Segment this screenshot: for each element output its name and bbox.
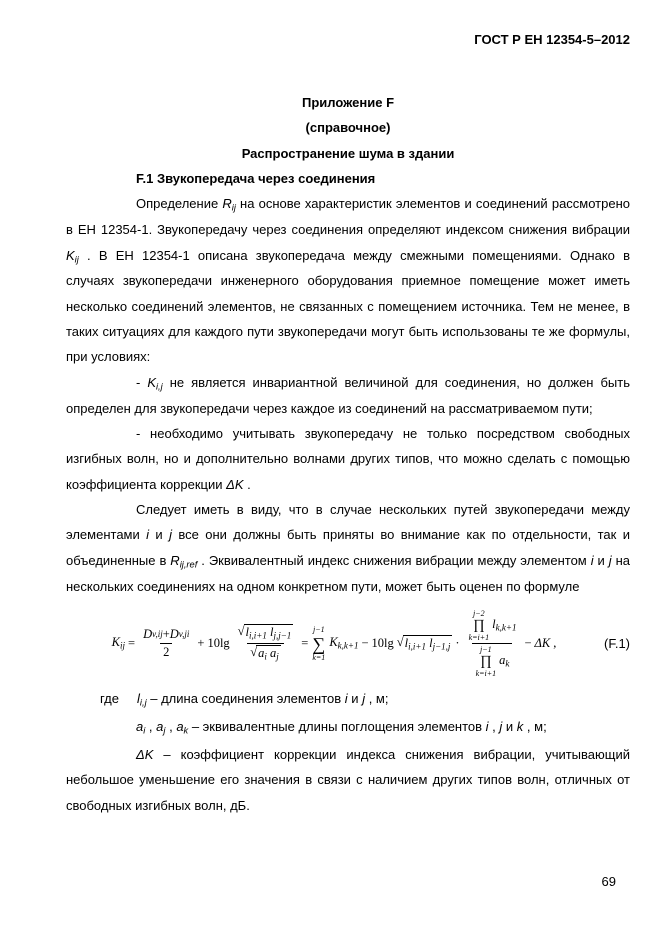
product-body bbox=[499, 653, 509, 670]
text-run: j bbox=[608, 552, 612, 568]
text-run: ij bbox=[74, 254, 79, 265]
text-run: + bbox=[162, 626, 170, 641]
text-run: K bbox=[111, 635, 121, 650]
text-run: k bbox=[183, 725, 189, 736]
sum-lower-limit: k=1 bbox=[312, 652, 326, 662]
page-content bbox=[66, 90, 630, 818]
text-run: ij,ref bbox=[179, 559, 198, 570]
text-run: ΔK bbox=[226, 476, 244, 492]
text-run: i,j bbox=[155, 381, 163, 392]
appendix-kind: (справочное) bbox=[305, 120, 391, 136]
sqrt-expression bbox=[397, 635, 453, 653]
pi-icon: ∏ bbox=[473, 617, 485, 633]
equals-sign: = bbox=[301, 635, 309, 650]
text-run: i bbox=[143, 725, 146, 736]
text-run: j bbox=[169, 527, 172, 543]
text-run: a bbox=[266, 646, 277, 661]
fraction-numerator bbox=[235, 624, 297, 643]
where-line bbox=[66, 686, 630, 712]
plus-sign: + bbox=[197, 635, 205, 650]
text-run: не является инвариантной величиной для соединения, но должен быть определен для звукопередачи через каждое из соединений на рассматриваемом пути; bbox=[66, 374, 630, 416]
product-operator bbox=[476, 645, 497, 678]
text-run: k,k+1 bbox=[495, 622, 517, 633]
sigma-icon: ∑ bbox=[312, 633, 326, 654]
text-run: i bbox=[590, 552, 594, 568]
text-run: i bbox=[344, 691, 348, 707]
pi-icon: ∏ bbox=[480, 653, 492, 669]
fraction-numerator bbox=[465, 609, 520, 643]
text-run: , bbox=[488, 719, 500, 735]
section-heading: F.1 Звукопередача через соединения bbox=[136, 171, 376, 187]
text-run: j bbox=[362, 691, 366, 707]
formula-block bbox=[66, 609, 630, 678]
text-run: a bbox=[176, 719, 184, 735]
product-lower-limit: k=i+1 bbox=[468, 632, 490, 642]
sum-body bbox=[329, 635, 358, 652]
text-run: k bbox=[505, 658, 510, 669]
text-run: и bbox=[149, 527, 170, 543]
text-run: Следует иметь в виду, что в случае нескольких путей звукопередачи между элементами bbox=[66, 502, 630, 543]
formula-fraction-2 bbox=[235, 624, 297, 663]
text-run: i bbox=[264, 651, 267, 662]
text-run: , bbox=[165, 719, 177, 735]
product-operator bbox=[469, 609, 490, 642]
minus-sign: − bbox=[524, 635, 532, 650]
text-run: j−1,j bbox=[432, 641, 451, 652]
text-run: k,k+1 bbox=[337, 640, 359, 651]
fraction-denominator bbox=[247, 643, 284, 663]
text-run: K bbox=[147, 374, 156, 390]
text-run: все они должны быть приняты во внимание как по отдельности, так и объединенные в bbox=[66, 527, 630, 568]
text-run: и bbox=[593, 552, 609, 568]
radical-icon: √ bbox=[250, 645, 258, 660]
formula-fraction-1 bbox=[140, 627, 192, 661]
log-operator: 10lg bbox=[207, 635, 230, 650]
text-run: i,j bbox=[139, 697, 147, 708]
sqrt-expression bbox=[238, 624, 294, 642]
text-run: a bbox=[258, 646, 265, 661]
text-run: ij bbox=[120, 640, 126, 651]
sum-upper-limit: j−1 bbox=[313, 625, 325, 635]
product-upper-limit: j−2 bbox=[473, 608, 485, 618]
paragraph-4 bbox=[66, 497, 630, 599]
text-run: , м; bbox=[523, 719, 547, 735]
product-body bbox=[492, 617, 516, 634]
text-run: i bbox=[485, 719, 489, 735]
minus-sign: − bbox=[361, 635, 369, 650]
text-run: и bbox=[502, 719, 517, 735]
text-run: , м; bbox=[365, 691, 389, 707]
text-run: l bbox=[137, 691, 140, 707]
text-run: a bbox=[499, 653, 506, 668]
text-run: l bbox=[404, 635, 409, 650]
text-run: D bbox=[143, 626, 153, 641]
text-run: - bbox=[136, 374, 148, 390]
product-upper-limit: j−1 bbox=[480, 645, 492, 655]
where-word: где bbox=[100, 691, 119, 707]
multiply-dot: · bbox=[455, 635, 460, 650]
fraction-denominator: 2 bbox=[160, 643, 172, 661]
text-run: l bbox=[266, 625, 274, 640]
text-run: k bbox=[516, 719, 524, 735]
page-number: 69 bbox=[601, 874, 616, 889]
paragraph-2-bullet bbox=[66, 370, 630, 421]
fraction-numerator bbox=[140, 627, 192, 644]
definition-2 bbox=[66, 714, 630, 740]
text-run: , bbox=[145, 719, 157, 735]
text-run: R bbox=[170, 552, 180, 568]
text-run: i,i+1 bbox=[408, 641, 426, 652]
text-run: a bbox=[136, 719, 144, 735]
text-run: K bbox=[66, 247, 75, 263]
text-run: Определение bbox=[136, 196, 223, 212]
fraction-denominator bbox=[472, 643, 513, 678]
sum-operator bbox=[312, 625, 325, 662]
text-run: j bbox=[276, 651, 279, 662]
text-run: – длина соединения элементов bbox=[146, 691, 345, 707]
formula-lhs bbox=[112, 635, 125, 652]
equals-sign: = bbox=[128, 635, 136, 650]
formula-number: (F.1) bbox=[604, 635, 630, 651]
delta-K-term: ΔK bbox=[534, 635, 551, 650]
doc-code: ГОСТ Р ЕН 12354-5–2012 bbox=[474, 32, 630, 47]
text-run: – коэффициент коррекции индекса снижения вибрации, учитывающий небольшое уменьшение его значения в связи с наличием других типов волн, отличных от свободных изгибных волн, дБ. bbox=[66, 747, 630, 813]
sqrt-expression bbox=[250, 645, 281, 663]
text-run: l bbox=[245, 625, 250, 640]
text-run: j bbox=[499, 719, 503, 735]
definition-1 bbox=[137, 691, 388, 706]
text-run: v,ji bbox=[178, 628, 190, 639]
text-run: ij bbox=[231, 202, 236, 213]
text-run: . Эквивалентный индекс снижения вибрации между элементом bbox=[197, 552, 591, 568]
text-run: ΔK bbox=[136, 747, 154, 763]
text-run: – эквивалентные длины поглощения элементов bbox=[188, 719, 486, 735]
text-run: K bbox=[329, 635, 338, 650]
radical-icon: √ bbox=[396, 634, 404, 649]
definition-3 bbox=[66, 742, 630, 818]
appendix-heading: Распространение шума в здании bbox=[241, 145, 455, 161]
log-operator: 10lg bbox=[371, 635, 394, 650]
text-run: . bbox=[243, 476, 251, 492]
formula-F1 bbox=[66, 609, 602, 678]
radical-icon: √ bbox=[237, 624, 245, 639]
text-run: и bbox=[347, 691, 363, 707]
text-run: j bbox=[163, 725, 166, 736]
product-lower-limit: k=i+1 bbox=[475, 668, 497, 678]
paragraph-3-bullet bbox=[66, 421, 630, 497]
text-run: i,i+1 bbox=[249, 630, 267, 641]
text-run: j,j−1 bbox=[273, 630, 292, 641]
formula-fraction-3 bbox=[465, 609, 520, 678]
text-run: l bbox=[425, 635, 433, 650]
text-run: a bbox=[156, 719, 164, 735]
text-run: R bbox=[222, 196, 232, 212]
text-run: на нескольких соединениях на одном конкретном пути, может быть оценен по формуле bbox=[66, 552, 630, 594]
text-run: v,ij bbox=[152, 628, 163, 639]
paragraph-1 bbox=[66, 191, 630, 369]
text-run: - необходимо учитывать звукопередачу не только посредством свободных изгибных волн, но и дополнительно волнами других типов, что можно сделать с помощью коэффициента коррекции bbox=[66, 426, 630, 492]
text-run: D bbox=[169, 626, 179, 641]
appendix-title: Приложение F bbox=[301, 95, 395, 110]
comma: , bbox=[553, 635, 557, 650]
text-run: . В ЕН 12354-1 описана звукопередача между смежными помещениями. Однако в случаях звукопередачи инженерного оборудования приемное помещение может иметь несколько соединений элементов, не связанных с помещением источника. Тем не менее, в таких ситуациях для каждого пути звукопередачи могут быть использованы те же формулы, при условиях: bbox=[66, 247, 630, 365]
text-run: на основе характеристик элементов и соединений рассмотрено в ЕН 12354-1. Звукопередачу через соединения определяют индексом снижения вибрации bbox=[66, 196, 630, 238]
text-run: l bbox=[492, 617, 496, 632]
text-run: i bbox=[146, 527, 150, 543]
